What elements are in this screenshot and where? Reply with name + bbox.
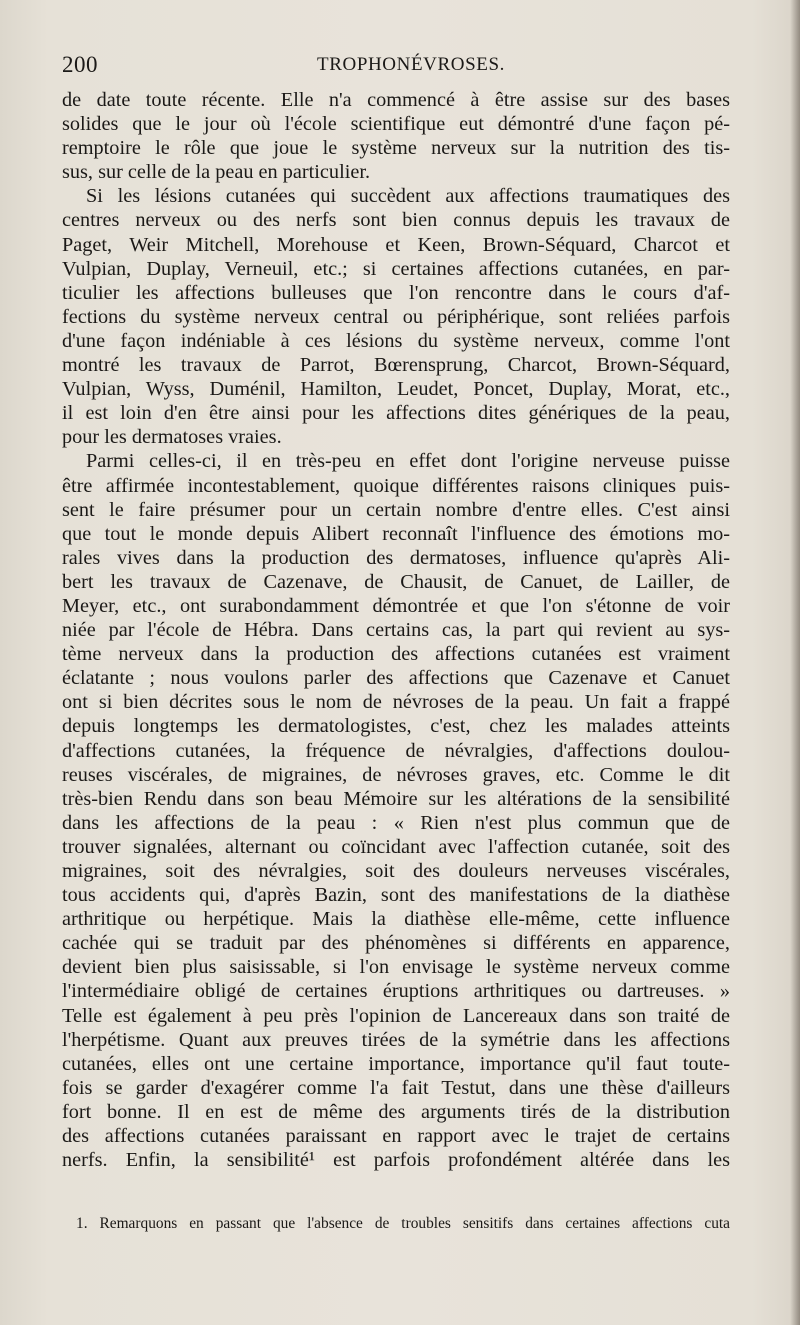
- text-line: d'une façon indéniable à ces lésions du système nerveux, comme l'ont: [62, 329, 730, 352]
- text-line: sus, sur celle de la peau en particulier.: [62, 161, 371, 184]
- text-line: Paget, Weir Mitchell, Morehouse et Keen, Brown-Séquard, Charcot et: [62, 233, 730, 256]
- text-line: Meyer, etc., ont surabondamment démontrée et que l'on s'étonne de voir: [62, 594, 730, 617]
- text-line: Vulpian, Duplay, Verneuil, etc.; si certaines affections cutanées, en par-: [62, 257, 730, 280]
- text-line: ont si bien décrites sous le nom de névroses de la peau. Un fait a frappé: [62, 691, 730, 714]
- text-line: nerfs. Enfin, la sensibilité¹ est parfois profondément altérée dans les: [62, 1149, 730, 1172]
- text-line: pour les dermatoses vraies.: [62, 426, 282, 449]
- text-line: de date toute récente. Elle n'a commencé à être assise sur des bases: [62, 89, 730, 111]
- page-header: [62, 52, 730, 82]
- text-line: d'affections cutanées, la fréquence de névralgies, d'affections doulou-: [62, 739, 730, 762]
- text-line: des affections cutanées paraissant en rapport avec le trajet de certains: [62, 1125, 730, 1148]
- text-line: tème nerveux dans la production des affections cutanées est vraiment: [62, 643, 730, 666]
- text-line: dans les affections de la peau : « Rien n'est plus commun que de: [62, 811, 730, 834]
- text-line: arthritique ou herpétique. Mais la diathèse elle-même, cette influence: [62, 908, 730, 931]
- footnote: 1. Remarquons en passant que l'absence de troubles sensitifs dans certaines affections cuta: [76, 1215, 730, 1232]
- text-line: sent le faire présumer pour un certain nombre d'entre elles. C'est ainsi: [62, 498, 730, 521]
- text-line: Si les lésions cutanées qui succèdent aux affections traumatiques des: [86, 185, 730, 208]
- body-text: [62, 88, 730, 1172]
- text-line: migraines, soit des névralgies, soit des douleurs nerveuses viscérales,: [62, 860, 730, 882]
- running-title: TROPHONÉVROSES.: [317, 54, 505, 75]
- page-number: 200: [62, 52, 98, 77]
- text-line: l'herpétisme. Quant aux preuves tirées de la symétrie dans les affections: [62, 1028, 730, 1051]
- text-line: Vulpian, Wyss, Duménil, Hamilton, Leudet, Poncet, Duplay, Morat, etc.,: [62, 378, 730, 401]
- text-line: fois se garder d'exagérer comme l'a fait Testut, dans une thèse d'ailleurs: [62, 1076, 730, 1099]
- text-line: cachée qui se traduit par des phénomènes si différents en apparence,: [62, 932, 730, 955]
- text-line: que tout le monde depuis Alibert reconnaît l'influence des émotions mo-: [62, 522, 730, 545]
- text-line: fort bonne. Il en est de même des arguments tirés de la distribution: [62, 1100, 730, 1123]
- page-edge-shadow: [790, 0, 800, 1325]
- text-line: remptoire le rôle que joue le système nerveux sur la nutrition des tis-: [62, 137, 730, 160]
- text-line: être affirmée incontestablement, quoique différentes raisons cliniques puis-: [62, 474, 730, 497]
- text-line: solides que le jour où l'école scientifique eut démontré d'une façon pé-: [62, 113, 730, 136]
- text-line: il est loin d'en être ainsi pour les affections dites génériques de la peau,: [62, 402, 730, 425]
- text-line: rales vives dans la production des dermatoses, influence qu'après Ali-: [62, 546, 730, 569]
- text-line: tous accidents qui, d'après Bazin, sont des manifestations de la diathèse: [62, 884, 730, 907]
- text-line: centres nerveux ou des nerfs sont bien connus depuis les travaux de: [62, 209, 730, 232]
- text-line: reuses viscérales, de migraines, de névroses graves, etc. Comme le dit: [62, 763, 730, 786]
- text-line: l'intermédiaire obligé de certaines éruptions arthritiques ou dartreuses. »: [62, 980, 730, 1003]
- text-line: Telle est également à peu près l'opinion de Lancereaux dans son traité de: [62, 1004, 730, 1027]
- text-line: fections du système nerveux central ou périphérique, sont reliées parfois: [62, 305, 730, 328]
- text-line: devient bien plus saisissable, si l'on envisage le système nerveux comme: [62, 956, 730, 979]
- text-line: trouver signalées, alternant ou coïncidant avec l'affection cutanée, soit des: [62, 835, 730, 858]
- text-line: niée par l'école de Hébra. Dans certains cas, la part qui revient au sys-: [62, 619, 730, 642]
- text-line: très-bien Rendu dans son beau Mémoire sur les altérations de la sensibilité: [62, 787, 730, 810]
- text-line: ticulier les affections bulleuses que l'on rencontre dans le cours d'af-: [62, 281, 730, 304]
- text-line: montré les travaux de Parrot, Bœrensprung, Charcot, Brown-Séquard,: [62, 354, 730, 377]
- text-line: Parmi celles-ci, il en très-peu en effet dont l'origine nerveuse puisse: [86, 450, 730, 473]
- text-line: bert les travaux de Cazenave, de Chausit, de Canuet, de Lailler, de: [62, 570, 730, 593]
- text-line: cutanées, elles ont une certaine importance, importance qu'il faut toute-: [62, 1052, 730, 1075]
- text-line: éclatante ; nous voulons parler des affections que Cazenave et Canuet: [62, 667, 730, 690]
- text-line: depuis longtemps les dermatologistes, c'est, chez les malades atteints: [62, 715, 730, 738]
